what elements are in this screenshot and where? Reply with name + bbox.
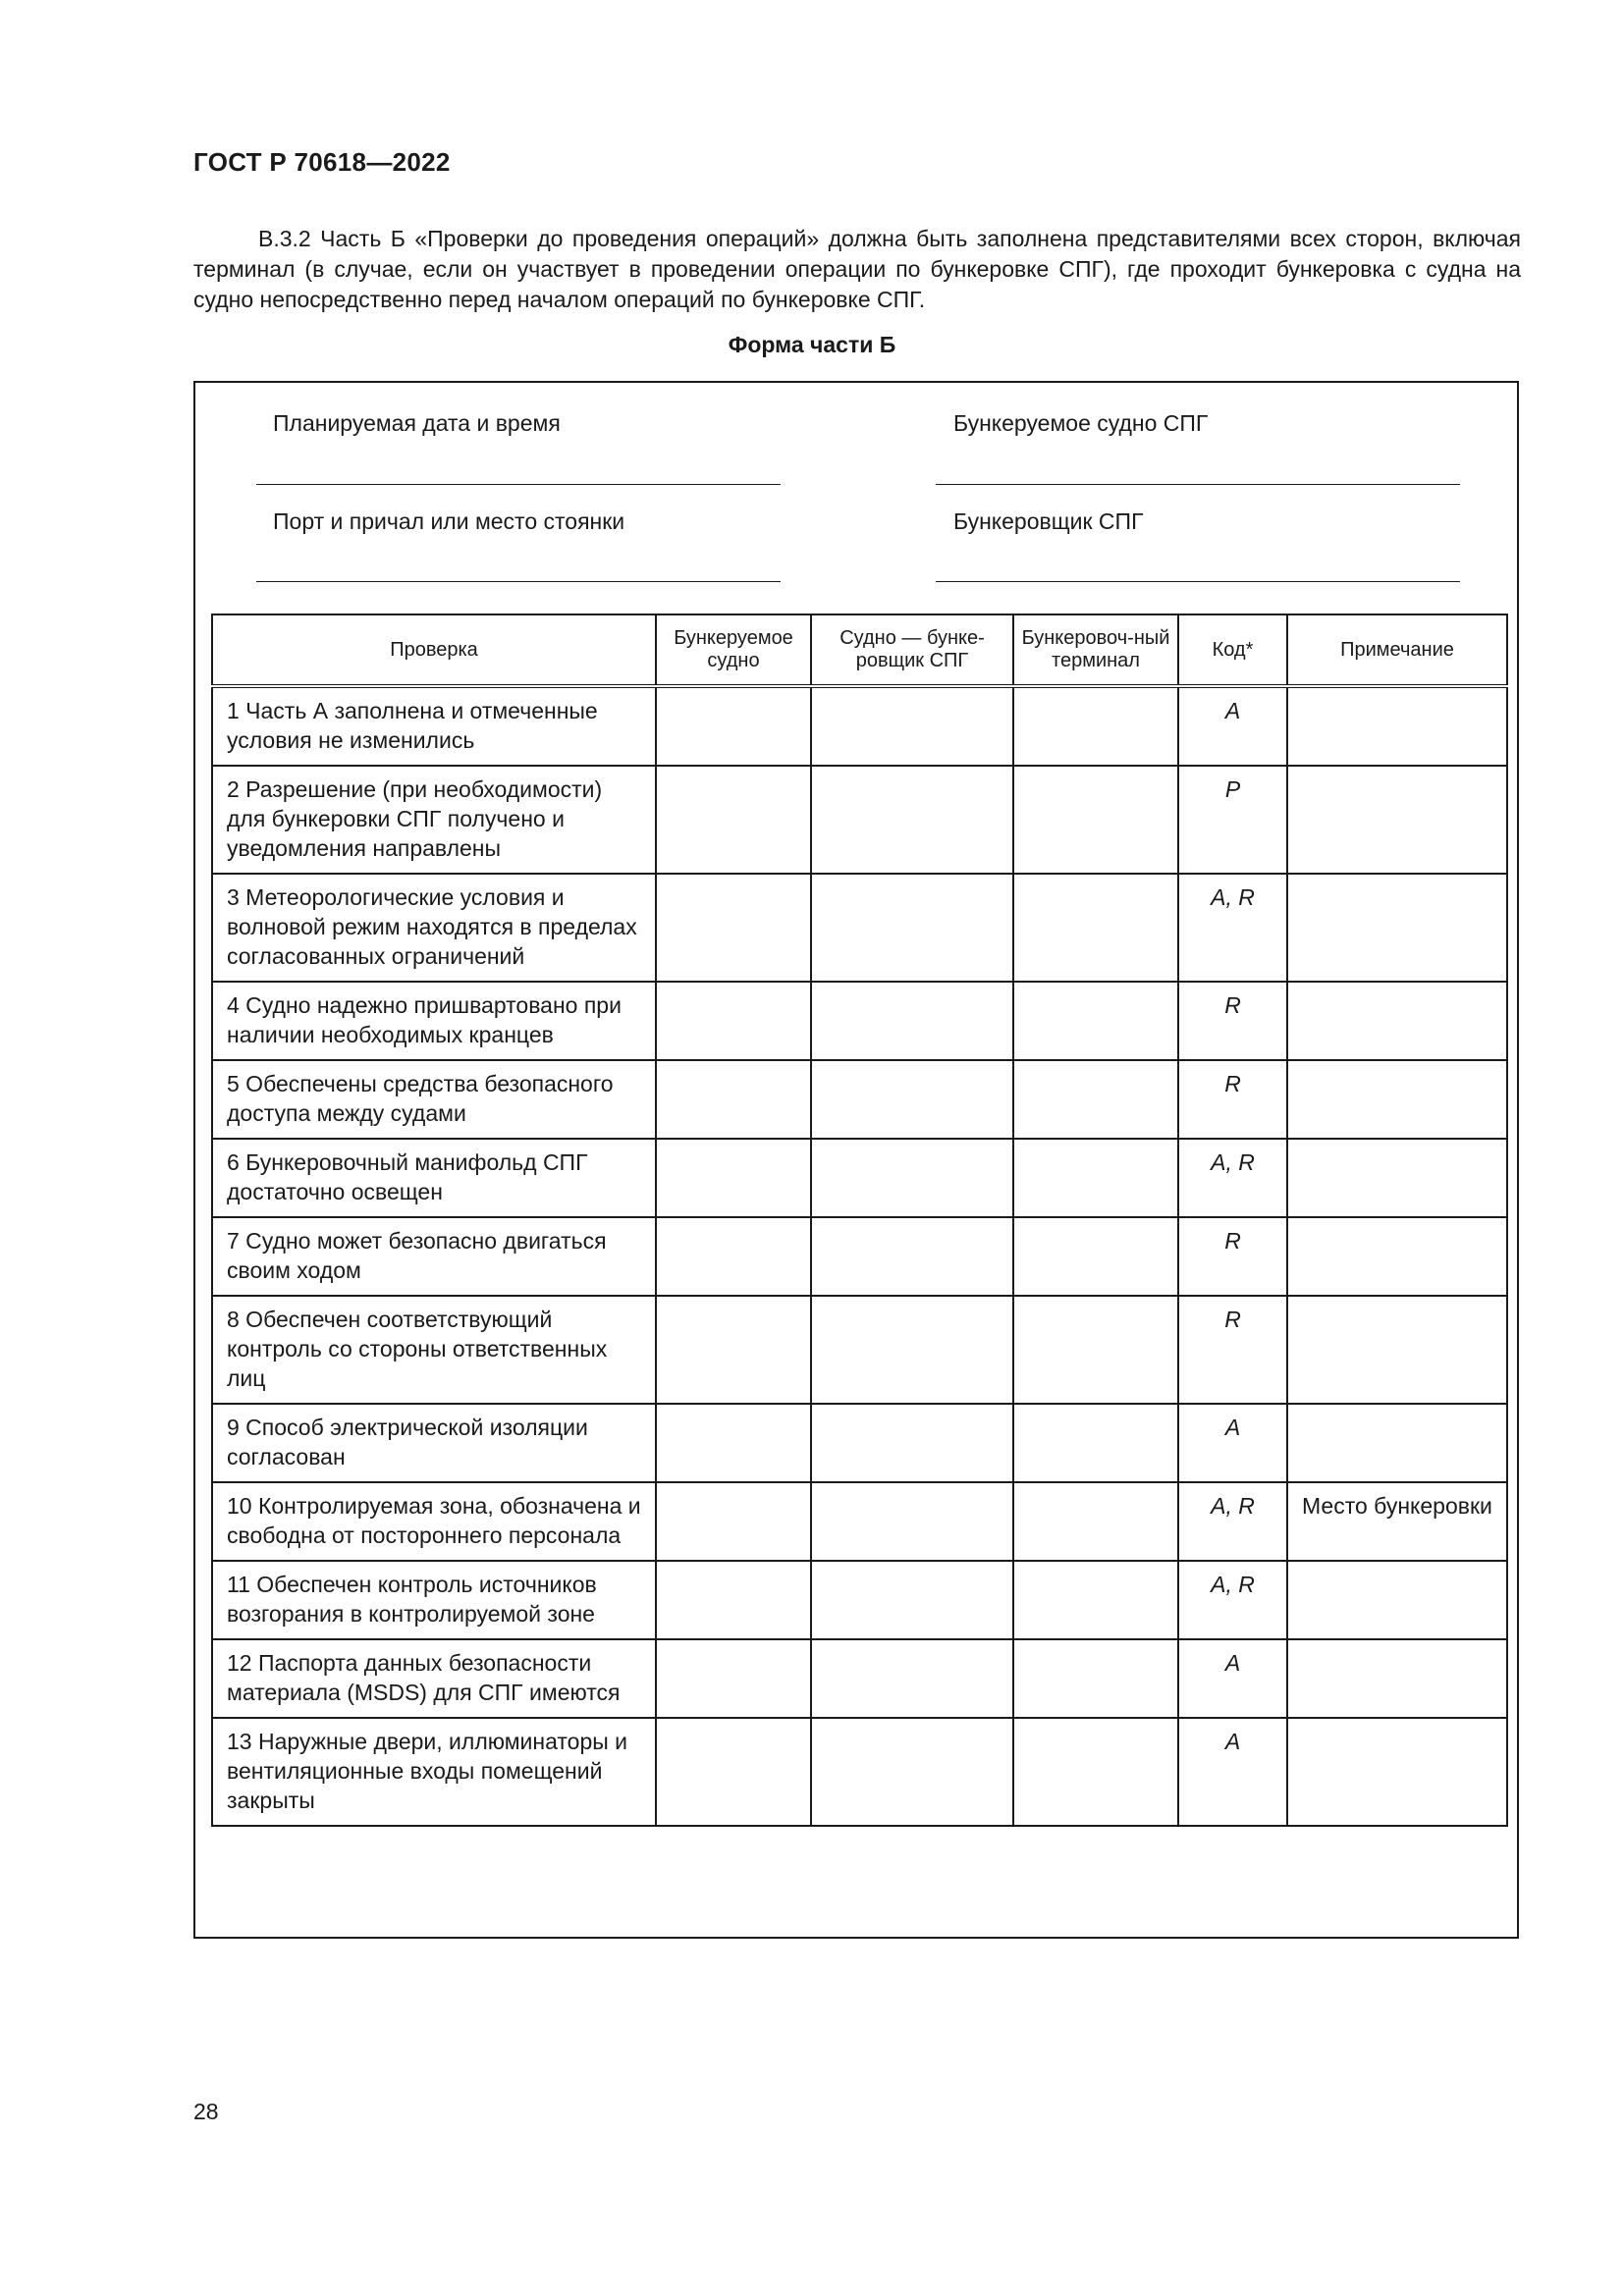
check-cell-ship-bunkerer[interactable] <box>811 1482 1013 1561</box>
page-number: 28 <box>193 2099 219 2124</box>
table-row <box>212 1217 1507 1296</box>
check-cell-terminal[interactable] <box>1013 1639 1178 1718</box>
field-label-port-berth: Порт и причал или место стоянки <box>273 508 625 534</box>
check-cell-terminal[interactable] <box>1013 1217 1178 1296</box>
table-header-row <box>212 614 1507 686</box>
check-note[interactable] <box>1287 766 1507 874</box>
check-code: A, R <box>1178 1561 1287 1639</box>
check-item-text: 1 Часть А заполнена и отмеченные условия не изменились <box>212 686 656 766</box>
table-row <box>212 982 1507 1060</box>
check-cell-terminal[interactable] <box>1013 982 1178 1060</box>
col-header-check: Проверка <box>212 614 656 686</box>
table-row <box>212 1718 1507 1826</box>
check-code: R <box>1178 1217 1287 1296</box>
col-header-note: Примечание <box>1287 614 1507 686</box>
field-label-planned-datetime: Планируемая дата и время <box>273 410 561 436</box>
check-cell-ship-bunkerer[interactable] <box>811 1139 1013 1217</box>
check-item-text: 2 Разрешение (при необходимости) для бункеровки СПГ получено и уведомления направлены <box>212 766 656 874</box>
check-note[interactable] <box>1287 874 1507 982</box>
check-cell-bunkered-vessel[interactable] <box>656 1296 811 1404</box>
check-cell-bunkered-vessel[interactable] <box>656 1639 811 1718</box>
check-code: A <box>1178 1718 1287 1826</box>
field-line-bunkerer[interactable] <box>936 581 1460 582</box>
check-code: A, R <box>1178 874 1287 982</box>
check-cell-terminal[interactable] <box>1013 766 1178 874</box>
check-cell-bunkered-vessel[interactable] <box>656 874 811 982</box>
check-code: A <box>1178 1404 1287 1482</box>
table-row <box>212 686 1507 766</box>
check-code: R <box>1178 1060 1287 1139</box>
check-code: A <box>1178 1639 1287 1718</box>
check-cell-terminal[interactable] <box>1013 1561 1178 1639</box>
check-item-text: 8 Обеспечен соответствующий контроль со стороны ответственных лиц <box>212 1296 656 1404</box>
check-cell-bunkered-vessel[interactable] <box>656 1404 811 1482</box>
check-cell-bunkered-vessel[interactable] <box>656 1718 811 1826</box>
check-cell-ship-bunkerer[interactable] <box>811 1639 1013 1718</box>
table-row <box>212 1482 1507 1561</box>
check-item-text: 3 Метеорологические условия и волновой режим находятся в пределах согласованных ограничений <box>212 874 656 982</box>
checks-table <box>211 614 1508 1827</box>
check-note[interactable] <box>1287 1217 1507 1296</box>
check-cell-terminal[interactable] <box>1013 1296 1178 1404</box>
check-note[interactable] <box>1287 1404 1507 1482</box>
field-line-bunkered-vessel[interactable] <box>936 484 1460 485</box>
field-line-planned-datetime[interactable] <box>256 484 781 485</box>
check-cell-terminal[interactable] <box>1013 1060 1178 1139</box>
field-label-bunkerer: Бункеровщик СПГ <box>953 508 1144 534</box>
check-item-text: 4 Судно надежно пришвартовано при наличии необходимых кранцев <box>212 982 656 1060</box>
check-cell-ship-bunkerer[interactable] <box>811 766 1013 874</box>
check-cell-ship-bunkerer[interactable] <box>811 1060 1013 1139</box>
check-item-text: 5 Обеспечены средства безопасного доступа между судами <box>212 1060 656 1139</box>
check-item-text: 11 Обеспечен контроль источников возгорания в контролируемой зоне <box>212 1561 656 1639</box>
check-cell-bunkered-vessel[interactable] <box>656 982 811 1060</box>
check-note[interactable] <box>1287 982 1507 1060</box>
col-header-code: Код* <box>1178 614 1287 686</box>
check-code: A, R <box>1178 1482 1287 1561</box>
check-code: P <box>1178 766 1287 874</box>
check-cell-ship-bunkerer[interactable] <box>811 1561 1013 1639</box>
check-cell-bunkered-vessel[interactable] <box>656 686 811 766</box>
check-item-text: 9 Способ электрической изоляции согласован <box>212 1404 656 1482</box>
intro-paragraph: В.3.2 Часть Б «Проверки до проведения операций» должна быть заполнена представителями всех сторон, включая терминал (в случае, если он участвует в проведении операции по бункеровке СПГ), где проходит бункеровка с судна на судно непосредственно перед началом операций по бункеровке СПГ. <box>193 226 1521 312</box>
check-note[interactable] <box>1287 1561 1507 1639</box>
check-cell-terminal[interactable] <box>1013 1482 1178 1561</box>
check-item-text: 10 Контролируемая зона, обозначена и свободна от постороннего персонала <box>212 1482 656 1561</box>
check-cell-ship-bunkerer[interactable] <box>811 1404 1013 1482</box>
check-cell-bunkered-vessel[interactable] <box>656 1561 811 1639</box>
check-code: R <box>1178 982 1287 1060</box>
check-note[interactable] <box>1287 686 1507 766</box>
check-item-text: 12 Паспорта данных безопасности материала (MSDS) для СПГ имеются <box>212 1639 656 1718</box>
check-code: A <box>1178 686 1287 766</box>
check-note[interactable] <box>1287 1296 1507 1404</box>
check-cell-bunkered-vessel[interactable] <box>656 1482 811 1561</box>
check-cell-ship-bunkerer[interactable] <box>811 874 1013 982</box>
col-header-ship-bunkerer: Судно — бунке-ровщик СПГ <box>811 614 1013 686</box>
check-code: A, R <box>1178 1139 1287 1217</box>
check-cell-terminal[interactable] <box>1013 1404 1178 1482</box>
check-cell-ship-bunkerer[interactable] <box>811 1217 1013 1296</box>
table-row <box>212 1404 1507 1482</box>
table-row <box>212 766 1507 874</box>
check-cell-bunkered-vessel[interactable] <box>656 766 811 874</box>
check-item-text: 13 Наружные двери, иллюминаторы и вентиляционные входы помещений закрыты <box>212 1718 656 1826</box>
form-caption: Форма части Б <box>728 332 896 357</box>
field-line-port-berth[interactable] <box>256 581 781 582</box>
check-cell-ship-bunkerer[interactable] <box>811 686 1013 766</box>
check-cell-terminal[interactable] <box>1013 874 1178 982</box>
check-note[interactable] <box>1287 1639 1507 1718</box>
check-cell-bunkered-vessel[interactable] <box>656 1217 811 1296</box>
field-label-bunkered-vessel: Бункеруемое судно СПГ <box>953 410 1209 436</box>
table-row <box>212 1139 1507 1217</box>
col-header-terminal: Бункеровоч-ный терминал <box>1013 614 1178 686</box>
check-item-text: 6 Бункеровочный манифольд СПГ достаточно освещен <box>212 1139 656 1217</box>
check-note[interactable] <box>1287 1718 1507 1826</box>
check-cell-ship-bunkerer[interactable] <box>811 982 1013 1060</box>
check-cell-terminal[interactable] <box>1013 686 1178 766</box>
check-cell-ship-bunkerer[interactable] <box>811 1718 1013 1826</box>
checks-table-body <box>212 686 1507 1826</box>
check-cell-bunkered-vessel[interactable] <box>656 1060 811 1139</box>
table-row <box>212 1060 1507 1139</box>
table-row <box>212 1561 1507 1639</box>
check-code: R <box>1178 1296 1287 1404</box>
check-cell-ship-bunkerer[interactable] <box>811 1296 1013 1404</box>
table-row <box>212 874 1507 982</box>
check-cell-bunkered-vessel[interactable] <box>656 1139 811 1217</box>
form-part-b <box>193 381 1519 1939</box>
table-row <box>212 1639 1507 1718</box>
col-header-bunkered-vessel: Бункеруемое судно <box>656 614 811 686</box>
standard-designation: ГОСТ Р 70618—2022 <box>193 147 451 177</box>
intro-section <box>193 224 1521 315</box>
check-note[interactable] <box>1287 1139 1507 1217</box>
check-cell-terminal[interactable] <box>1013 1718 1178 1826</box>
check-cell-terminal[interactable] <box>1013 1139 1178 1217</box>
check-note[interactable] <box>1287 1060 1507 1139</box>
check-note[interactable]: Место бункеровки <box>1287 1482 1507 1561</box>
check-item-text: 7 Судно может безопасно двигаться своим ходом <box>212 1217 656 1296</box>
table-row <box>212 1296 1507 1404</box>
